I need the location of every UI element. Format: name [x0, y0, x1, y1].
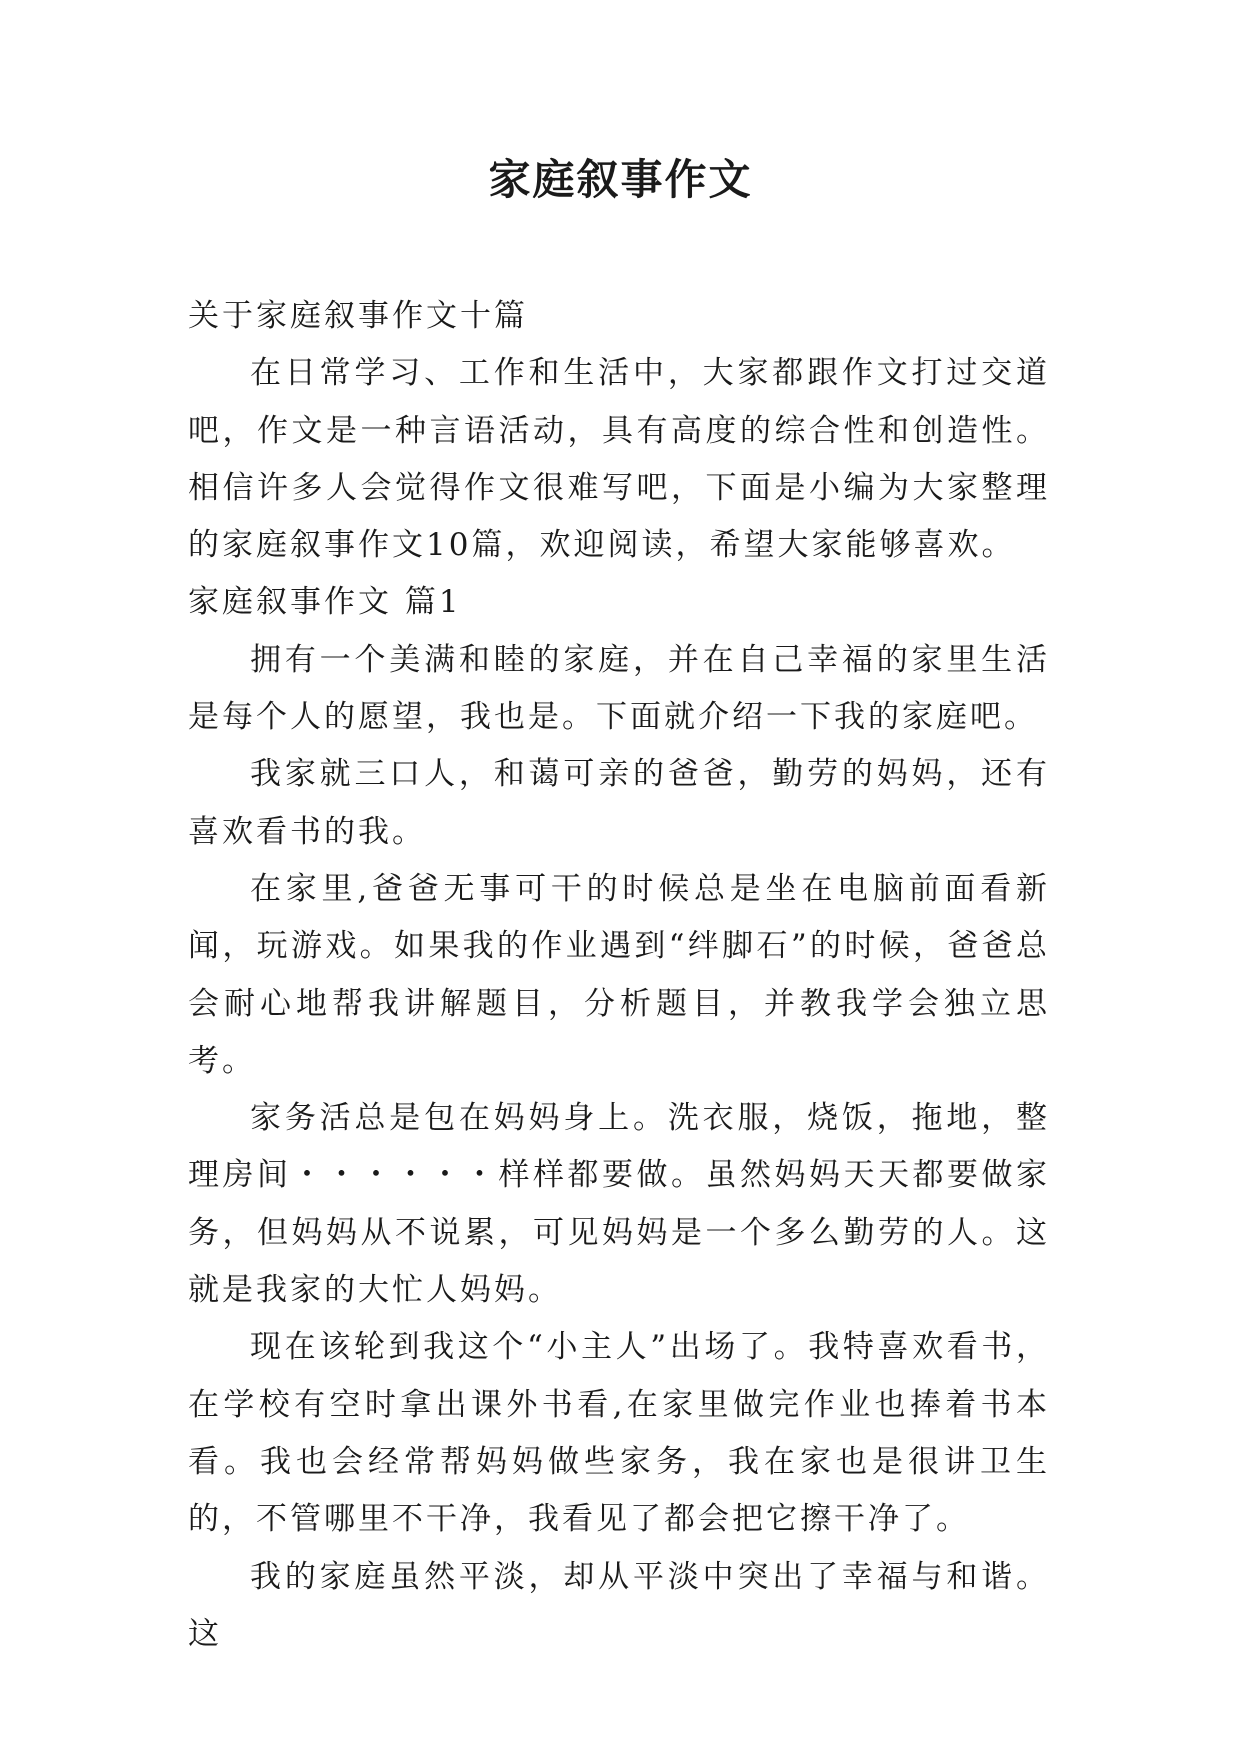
intro-heading: 关于家庭叙事作文十篇 — [188, 298, 528, 334]
body-paragraph: 拥有一个美满和睦的家庭，并在自己幸福的家里生活是每个人的愿望，我也是。下面就介绍一下我的家庭吧。 — [188, 641, 1050, 736]
document-body — [188, 288, 1050, 1663]
body-paragraph: 家务活总是包在妈妈身上。洗衣服，烧饭，拖地，整理房间・・・・・・样样都要做。虽然妈妈天天都要做家务，但妈妈从不说累，可见妈妈是一个多么勤劳的人。这就是我家的大忙人妈妈。 — [188, 1100, 1050, 1309]
intro-paragraph: 在日常学习、工作和生活中，大家都跟作文打过交道吧，作文是一种言语活动，具有高度的综合性和创造性。相信许多人会觉得作文很难写吧，下面是小编为大家整理的家庭叙事作文10篇，欢迎阅读，希望大家能够喜欢。 — [188, 355, 1050, 564]
body-paragraph: 我的家庭虽然平淡，却从平淡中突出了幸福与和谐。这 — [188, 1558, 1050, 1652]
section-heading: 家庭叙事作文 篇1 — [188, 584, 462, 621]
body-paragraph: 我家就三口人，和蔼可亲的爸爸，勤劳的妈妈，还有喜欢看书的我。 — [188, 756, 1050, 850]
document-title: 家庭叙事作文 — [488, 155, 753, 204]
body-paragraph: 在家里,爸爸无事可干的时候总是坐在电脑前面看新闻，玩游戏。如果我的作业遇到“绊脚石”的时候，爸爸总会耐心地帮我讲解题目，分析题目，并教我学会独立思考。 — [188, 870, 1050, 1079]
body-paragraph: 现在该轮到我这个“小主人”出场了。我特喜欢看书，在学校有空时拿出课外书看,在家里做完作业也捧着书本看。我也会经常帮妈妈做些家务，我在家也是很讲卫生的，不管哪里不干净，我看见了都会把它擦干净了。 — [188, 1329, 1050, 1538]
